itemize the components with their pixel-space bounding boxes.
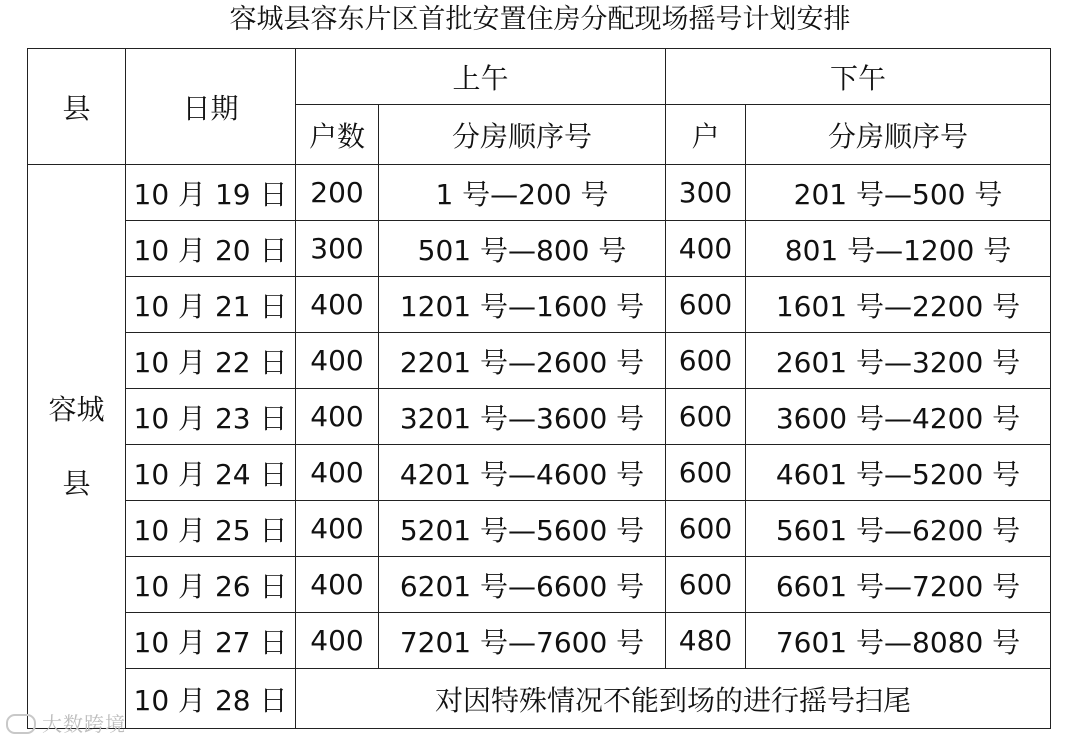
am-range-cell: 4201 号—4600 号 xyxy=(379,445,666,501)
am-range-cell: 3201 号—3600 号 xyxy=(379,389,666,445)
pm-range-cell: 3600 号—4200 号 xyxy=(746,389,1051,445)
am-range-cell: 1201 号—1600 号 xyxy=(379,277,666,333)
pm-count-cell: 600 xyxy=(666,389,746,445)
county-name-line2: 县 xyxy=(62,466,91,500)
am-count-cell: 400 xyxy=(296,445,379,501)
watermark-text: 大数跨境 xyxy=(42,712,126,736)
table-row xyxy=(28,445,1051,501)
header-am-order: 分房顺序号 xyxy=(379,105,666,165)
am-count-cell: 400 xyxy=(296,613,379,669)
pm-count-cell: 480 xyxy=(666,613,746,669)
table-row xyxy=(28,165,1051,221)
pm-count-cell: 600 xyxy=(666,445,746,501)
pm-range-cell: 2601 号—3200 号 xyxy=(746,333,1051,389)
header-date: 日期 xyxy=(126,49,296,165)
date-cell: 10 月 24 日 xyxy=(126,445,296,501)
header-pm-households: 户 xyxy=(666,105,746,165)
pm-count-cell: 300 xyxy=(666,165,746,221)
am-count-cell: 400 xyxy=(296,389,379,445)
am-count-cell: 300 xyxy=(296,221,379,277)
date-cell: 10 月 26 日 xyxy=(126,557,296,613)
pm-count-cell: 600 xyxy=(666,501,746,557)
final-row xyxy=(28,669,1051,729)
pm-count-cell: 600 xyxy=(666,277,746,333)
county-name-line1: 容城 xyxy=(48,392,105,426)
table-row xyxy=(28,613,1051,669)
date-cell: 10 月 28 日 xyxy=(126,669,296,729)
header-morning: 上午 xyxy=(296,49,666,105)
header-row-top xyxy=(28,49,1051,105)
pm-range-cell: 1601 号—2200 号 xyxy=(746,277,1051,333)
date-cell: 10 月 19 日 xyxy=(126,165,296,221)
header-am-households: 户数 xyxy=(296,105,379,165)
lottery-schedule-table xyxy=(27,48,1051,729)
am-range-cell: 2201 号—2600 号 xyxy=(379,333,666,389)
pm-range-cell: 201 号—500 号 xyxy=(746,165,1051,221)
pm-count-cell: 600 xyxy=(666,333,746,389)
table-row xyxy=(28,277,1051,333)
am-count-cell: 400 xyxy=(296,557,379,613)
table-row xyxy=(28,389,1051,445)
pm-range-cell: 7601 号—8080 号 xyxy=(746,613,1051,669)
header-county: 县 xyxy=(28,49,126,165)
am-count-cell: 400 xyxy=(296,333,379,389)
table-row xyxy=(28,557,1051,613)
am-count-cell: 200 xyxy=(296,165,379,221)
table-row xyxy=(28,501,1051,557)
am-range-cell: 1 号—200 号 xyxy=(379,165,666,221)
header-afternoon: 下午 xyxy=(666,49,1051,105)
am-range-cell: 7201 号—7600 号 xyxy=(379,613,666,669)
date-cell: 10 月 20 日 xyxy=(126,221,296,277)
pm-range-cell: 5601 号—6200 号 xyxy=(746,501,1051,557)
date-cell: 10 月 27 日 xyxy=(126,613,296,669)
table-row xyxy=(28,333,1051,389)
pm-count-cell: 600 xyxy=(666,557,746,613)
am-range-cell: 5201 号—5600 号 xyxy=(379,501,666,557)
am-count-cell: 400 xyxy=(296,501,379,557)
am-range-cell: 6201 号—6600 号 xyxy=(379,557,666,613)
date-cell: 10 月 25 日 xyxy=(126,501,296,557)
header-pm-order: 分房顺序号 xyxy=(746,105,1051,165)
date-cell: 10 月 21 日 xyxy=(126,277,296,333)
table-row xyxy=(28,221,1051,277)
pm-range-cell: 4601 号—5200 号 xyxy=(746,445,1051,501)
am-range-cell: 501 号—800 号 xyxy=(379,221,666,277)
pm-range-cell: 6601 号—7200 号 xyxy=(746,557,1051,613)
county-cell xyxy=(28,165,126,729)
am-count-cell: 400 xyxy=(296,277,379,333)
date-cell: 10 月 22 日 xyxy=(126,333,296,389)
page-title: 容城县容东片区首批安置住房分配现场摇号计划安排 xyxy=(229,4,851,35)
date-cell: 10 月 23 日 xyxy=(126,389,296,445)
pm-count-cell: 400 xyxy=(666,221,746,277)
pm-range-cell: 801 号—1200 号 xyxy=(746,221,1051,277)
sweep-up-note: 对因特殊情况不能到场的进行摇号扫尾 xyxy=(296,669,1051,729)
